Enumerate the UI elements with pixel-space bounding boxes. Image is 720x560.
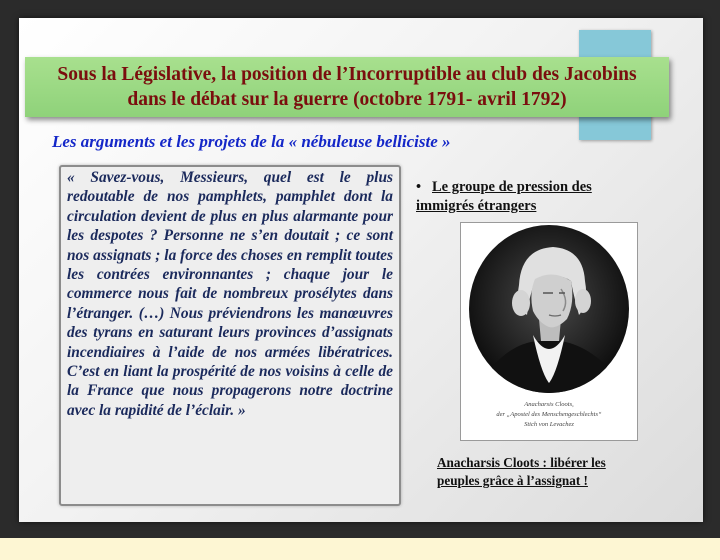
portrait-engraving-icon <box>461 223 637 440</box>
bullet-item <box>416 178 592 216</box>
quote-text: « Savez-vous, Messieurs, quel est le plus redoutable de nos pamphlets, pamphlet dont la circulation devient de plus en plus alarmante pour les despotes ? Personne ne s’en doutait ; ce sont nos assignats ; la force des choses en remplit toutes les contrées environnantes ; chaque jour le commerce nous fait de nombreux prosélytes dans l’étranger. (…) Nous préviendrons les manœuvres des tyrans en saturant leurs provinces d’assignats incendiaires à l’aide de nos armées libératrices. C’est en liant la prospérité de nos voisins à celle de la France que nous propagerons notre doctrine avec la rapidité de l’éclair. » <box>67 169 393 419</box>
bullet-line-1: Le groupe de pression des <box>432 179 592 195</box>
caption-line-2: peuples grâce à l’assignat ! <box>437 473 588 488</box>
slide-title: Sous la Législative, la position de l’Incorruptible au club des Jacobins dans le débat sur la guerre (octobre 1791- avril 1792) <box>57 64 637 110</box>
portrait-image <box>460 222 638 441</box>
quote-box <box>59 165 401 506</box>
bottom-band <box>0 538 720 560</box>
title-banner <box>25 57 669 117</box>
inscription-line-3: Stich von Levachez <box>524 421 574 428</box>
bullet-line-2: immigrés étrangers <box>416 198 537 214</box>
portrait-caption <box>437 454 606 490</box>
bullet-icon: • <box>416 179 422 195</box>
caption-line-1: Anacharsis Cloots : libérer les <box>437 455 606 470</box>
slide <box>19 18 703 522</box>
inscription-line-1: Anacharsis Cloots, <box>524 401 574 408</box>
inscription-line-2: der „Apostel des Menschengeschlechts“ <box>496 411 602 418</box>
slide-subtitle: Les arguments et les projets de la « nébuleuse belliciste » <box>52 132 451 151</box>
